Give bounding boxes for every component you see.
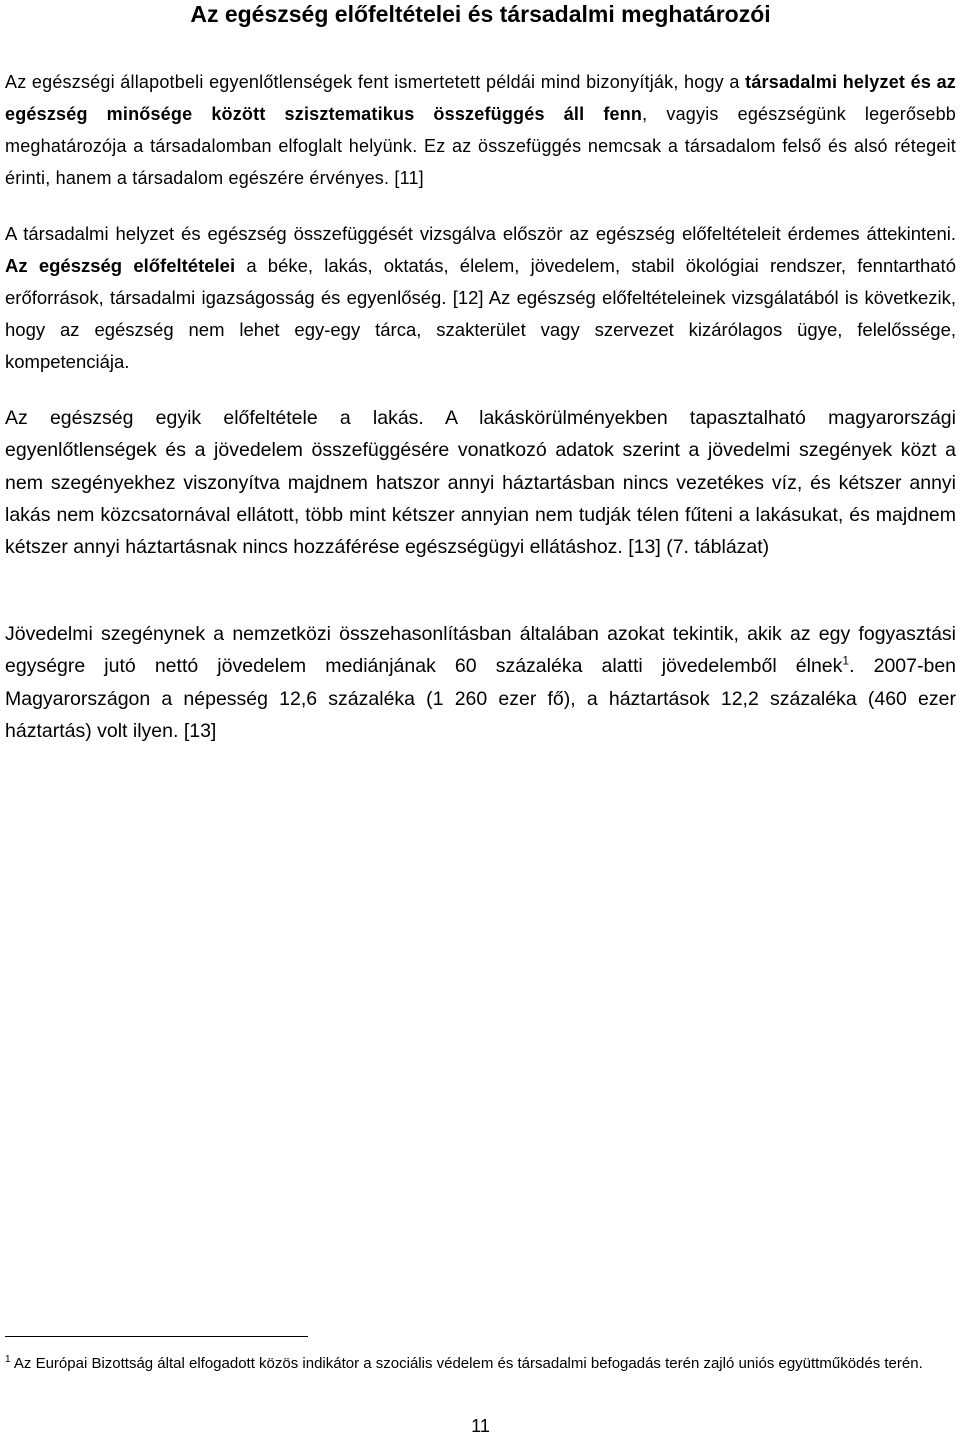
- paragraph-2-bold-text: Az egészség előfeltételei: [5, 255, 236, 276]
- footnote-divider: [5, 1336, 308, 1337]
- paragraph-4: [5, 618, 956, 747]
- paragraph-2-text-start: A társadalmi helyzet és egészség összefüggését vizsgálva először az egészség előfeltételeit érdemes áttekinteni.: [5, 223, 956, 244]
- footnote: [5, 1352, 956, 1376]
- paragraph-4-text-end: . 2007-ben Magyarországon a népesség 12,6 százaléka (1 260 ezer fő), a háztartások 12,2 százaléka (460 ezer háztartás) volt ilyen. [13]: [5, 655, 957, 742]
- page-number: 11: [471, 1416, 490, 1436]
- paragraph-1-bold-text: társadalmi helyzet és az egészség minősége között szisztematikus összefüggés áll fenn: [5, 72, 956, 124]
- footnote-mark: 1: [5, 1354, 11, 1365]
- paragraph-2: [5, 218, 956, 378]
- paragraph-1-text-start: Az egészségi állapotbeli egyenlőtlenségek fent ismertetett példái mind bizonyítják, hogy a: [5, 72, 746, 92]
- document-page: [5, 0, 956, 1440]
- paragraph-1: [5, 66, 956, 194]
- footnote-reference: 1: [842, 653, 850, 668]
- paragraph-4-text-start: Jövedelmi szegénynek a nemzetközi összehasonlításban általában azokat tekintik, akik az egy fogyasztási egységre jutó nettó jövedelem mediánjának 60 százaléka alatti jövedelemből élnek: [5, 623, 956, 678]
- paragraph-1-text-end: , vagyis egészségünk legerősebb meghatározója a társadalomban elfoglalt helyünk. Ez az összefüggés nemcsak a társadalom felső és alsó rétegeit érinti, hanem a társadalom egészére érvényes. [11]: [5, 104, 956, 188]
- paragraph-2-text-end: a béke, lakás, oktatás, élelem, jövedelem, stabil ökológiai rendszer, fenntartható erőforrások, társadalmi igazságosság és egyenlőség. [12] Az egészség előfeltételeinek vizsgálatából is következik, hogy az egészség nem lehet egy-egy tárca, szakterület vagy szervezet kizárólagos ügye, felelőssége, kompetenciája.: [5, 255, 956, 372]
- paragraph-3: Az egészség egyik előfeltétele a lakás. A lakáskörülményekben tapasztalható magyarországi egyenlőtlenségek és a jövedelem összefüggésére vonatkozó adatok szerint a jövedelmi szegények közt a nem szegényekhez viszonyítva majdnem hatszor annyi háztartásban nincs vezetékes víz, és kétszer annyi lakás nem közcsatornával ellátott, több mint kétszer annyian nem tudják télen fűteni a lakásukat, és majdnem kétszer annyi háztartásnak nincs hozzáférése egészségügyi ellátáshoz. [13] (7. táblázat): [5, 407, 956, 559]
- page-title: Az egészség előfeltételei és társadalmi meghatározói: [190, 1, 771, 27]
- footnote-text: Az Európai Bizottság által elfogadott közös indikátor a szociális védelem és társadalmi befogadás terén zajló uniós együttműködés terén.: [10, 1355, 923, 1372]
